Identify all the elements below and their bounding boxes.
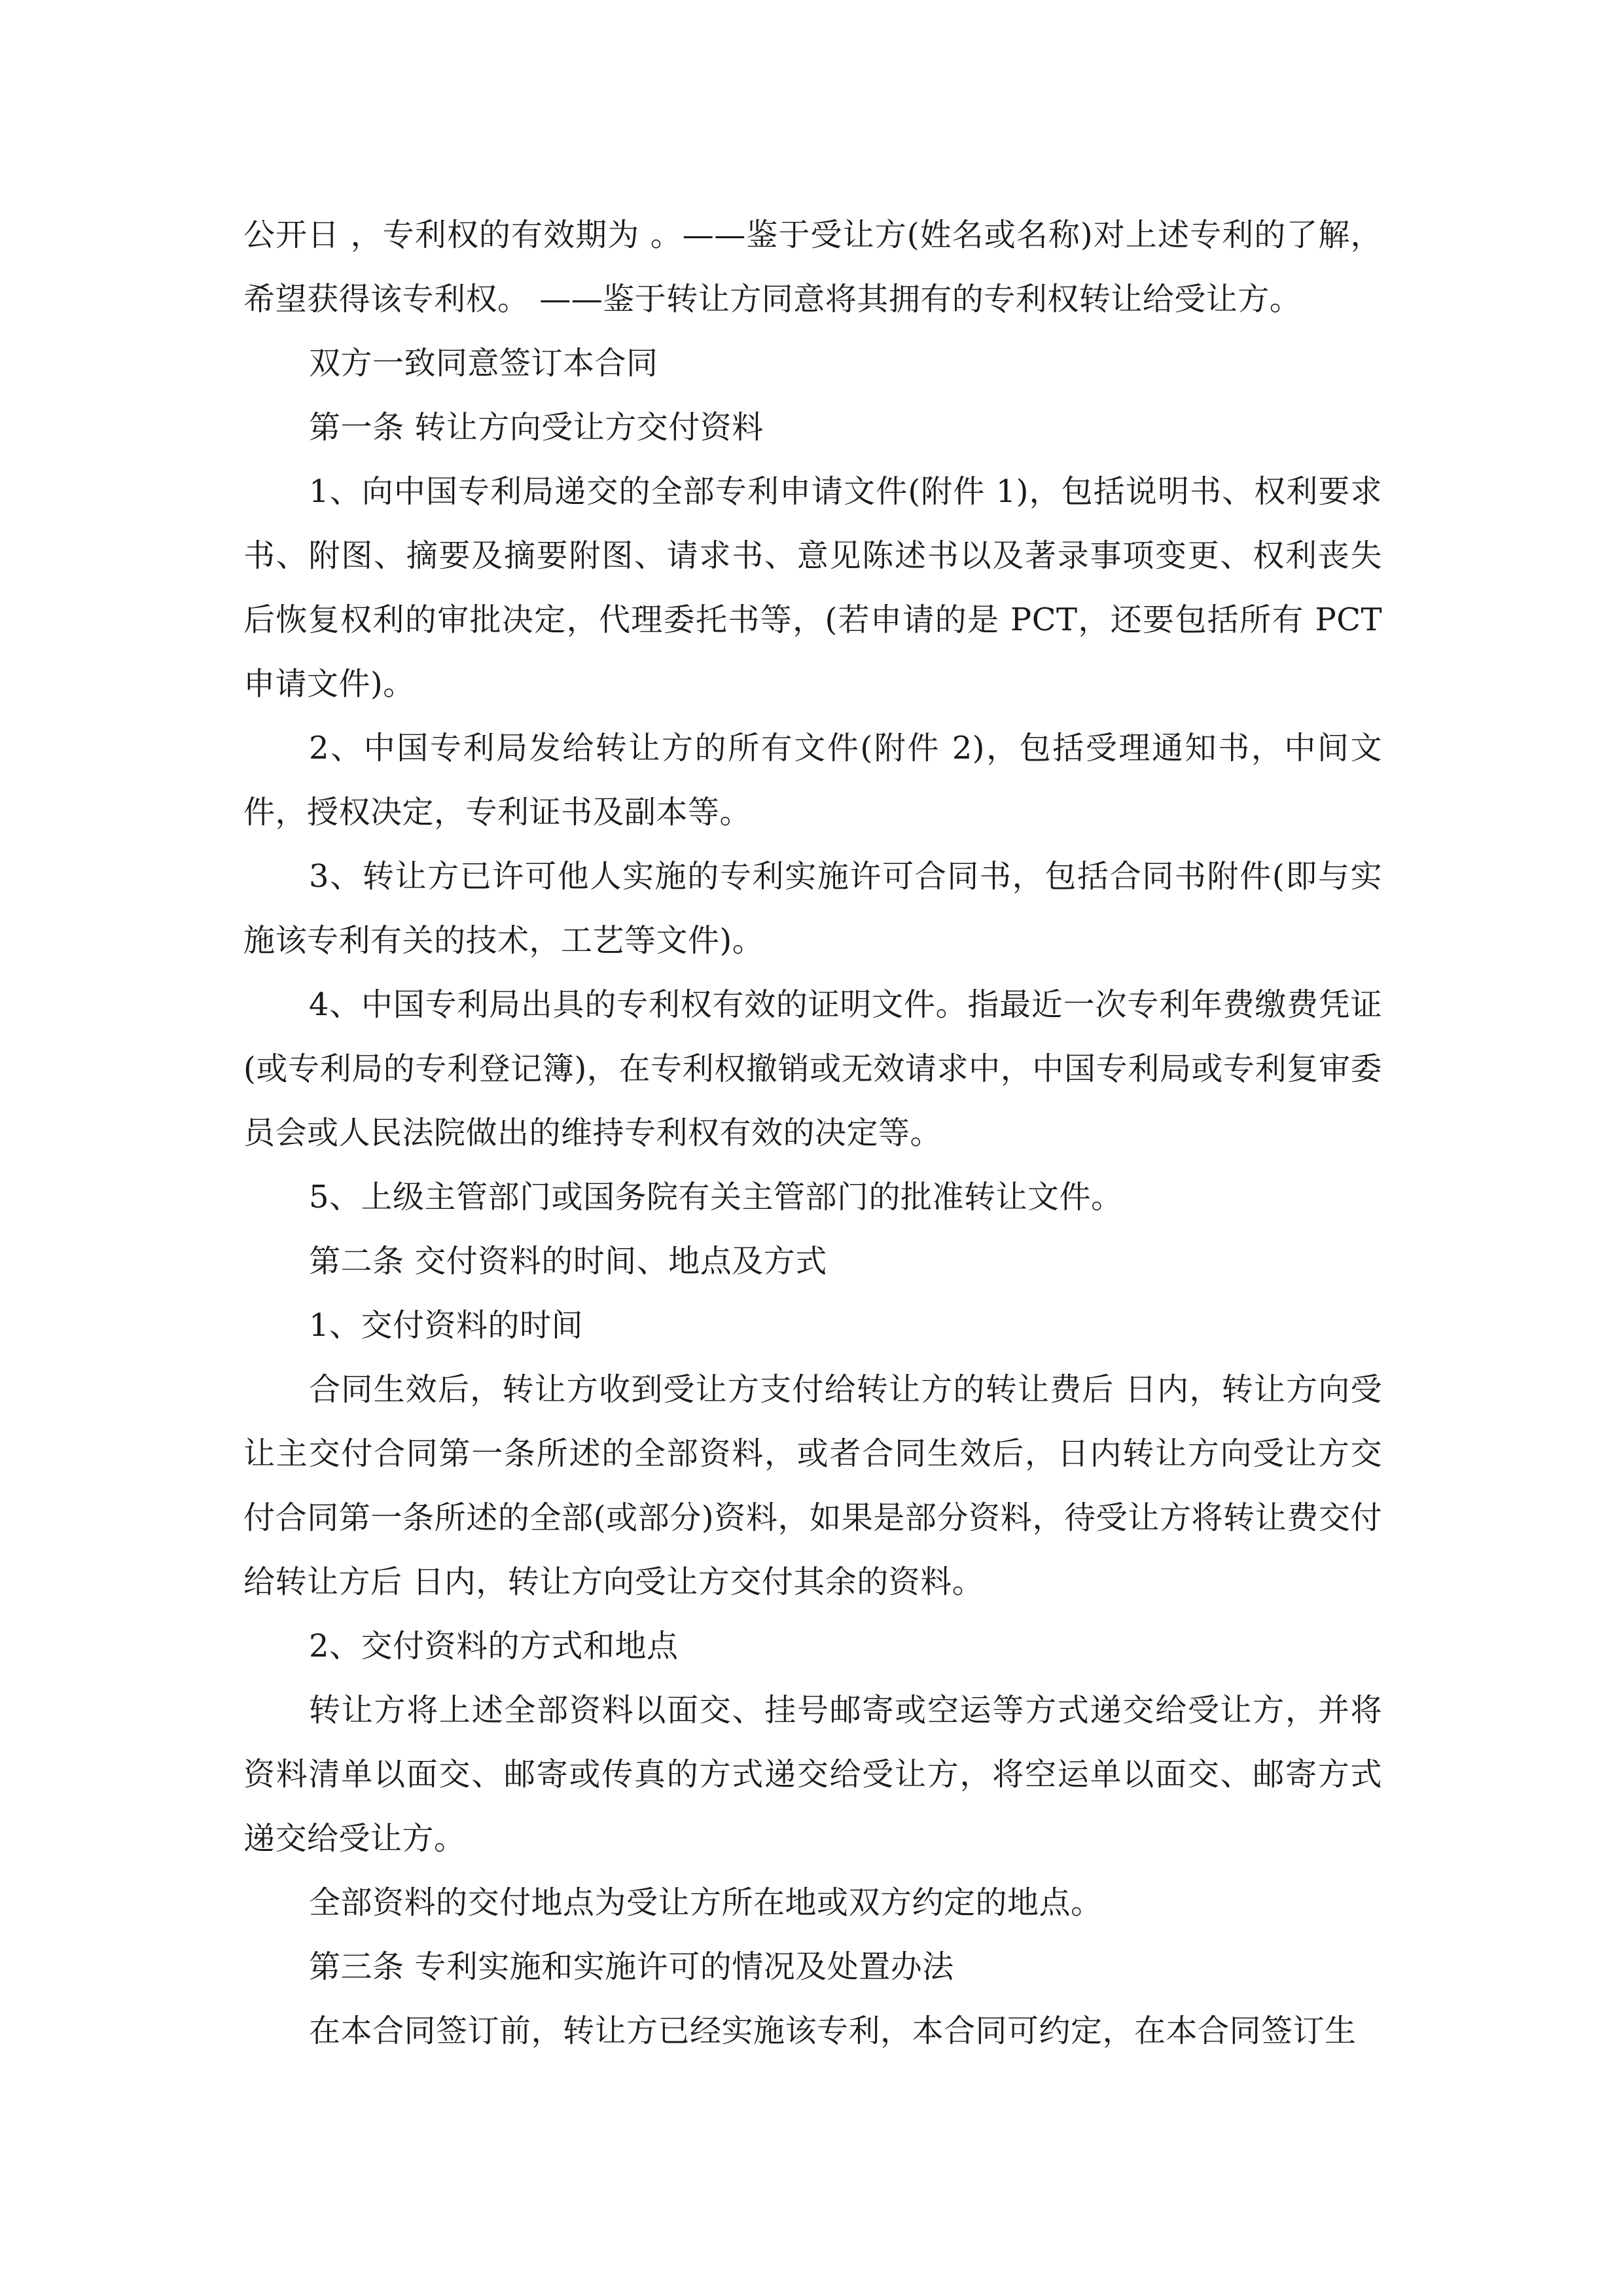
document-body — [243, 203, 1382, 2063]
article-1-item-4: 4、中国专利局出具的专利权有效的证明文件。指最近一次专利年费缴费凭证(或专利局的专利登记簿)，在专利权撤销或无效请求中，中国专利局或专利复审委员会或人民法院做出的维持专利权有效的决定等。 — [243, 986, 1382, 1151]
article-1-item-3: 3、转让方已许可他人实施的专利实施许可合同书，包括合同书附件(即与实施该专利有关的技术，工艺等文件)。 — [243, 858, 1382, 959]
article-3-heading: 第三条 专利实施和实施许可的情况及处置办法 — [309, 1948, 954, 1985]
article-1-heading: 第一条 转让方向受让方交付资料 — [309, 409, 764, 446]
article-2-paragraph-location: 全部资料的交付地点为受让方所在地或双方约定的地点。 — [309, 1884, 1103, 1921]
article-2-subheading-2: 2、交付资料的方式和地点 — [309, 1628, 679, 1664]
article-1-item-1: 1、向中国专利局递交的全部专利申请文件(附件 1)，包括说明书、权利要求书、附图、摘要及摘要附图、请求书、意见陈述书以及著录事项变更、权利丧失后恢复权利的审批决定，代理委托书等，(若申请的是 PCT，还要包括所有 PCT 申请文件)。 — [243, 473, 1382, 702]
paragraph-intro: 公开日 ，专利权的有效期为 。——鉴于受让方(姓名或名称)对上述专利的了解，希望获得该专利权。 ——鉴于转让方同意将其拥有的专利权转让给受让方。 — [243, 217, 1382, 317]
article-2-paragraph-time: 合同生效后，转让方收到受让方支付给转让方的转让费后 日内，转让方向受让主交付合同第一条所述的全部资料，或者合同生效后，日内转让方向受让方交付合同第一条所述的全部(或部分)资料，如果是部分资料，待受让方将转让费交付给转让方后 日内，转让方向受让方交付其余的资料。 — [243, 1371, 1382, 1600]
article-1-item-2: 2、中国专利局发给转让方的所有文件(附件 2)，包括受理通知书，中间文件，授权决定，专利证书及副本等。 — [243, 730, 1382, 831]
article-1-item-5: 5、上级主管部门或国务院有关主管部门的批准转让文件。 — [309, 1179, 1123, 1215]
paragraph-agreement: 双方一致同意签订本合同 — [309, 345, 658, 382]
article-3-paragraph: 在本合同签订前，转让方已经实施该专利，本合同可约定，在本合同签订生 — [309, 2013, 1357, 2049]
article-2-subheading-1: 1、交付资料的时间 — [309, 1307, 584, 1344]
article-2-paragraph-method: 转让方将上述全部资料以面交、挂号邮寄或空运等方式递交给受让方，并将资料清单以面交、邮寄或传真的方式递交给受让方，将空运单以面交、邮寄方式递交给受让方。 — [243, 1692, 1382, 1857]
article-2-heading: 第二条 交付资料的时间、地点及方式 — [309, 1243, 827, 1280]
